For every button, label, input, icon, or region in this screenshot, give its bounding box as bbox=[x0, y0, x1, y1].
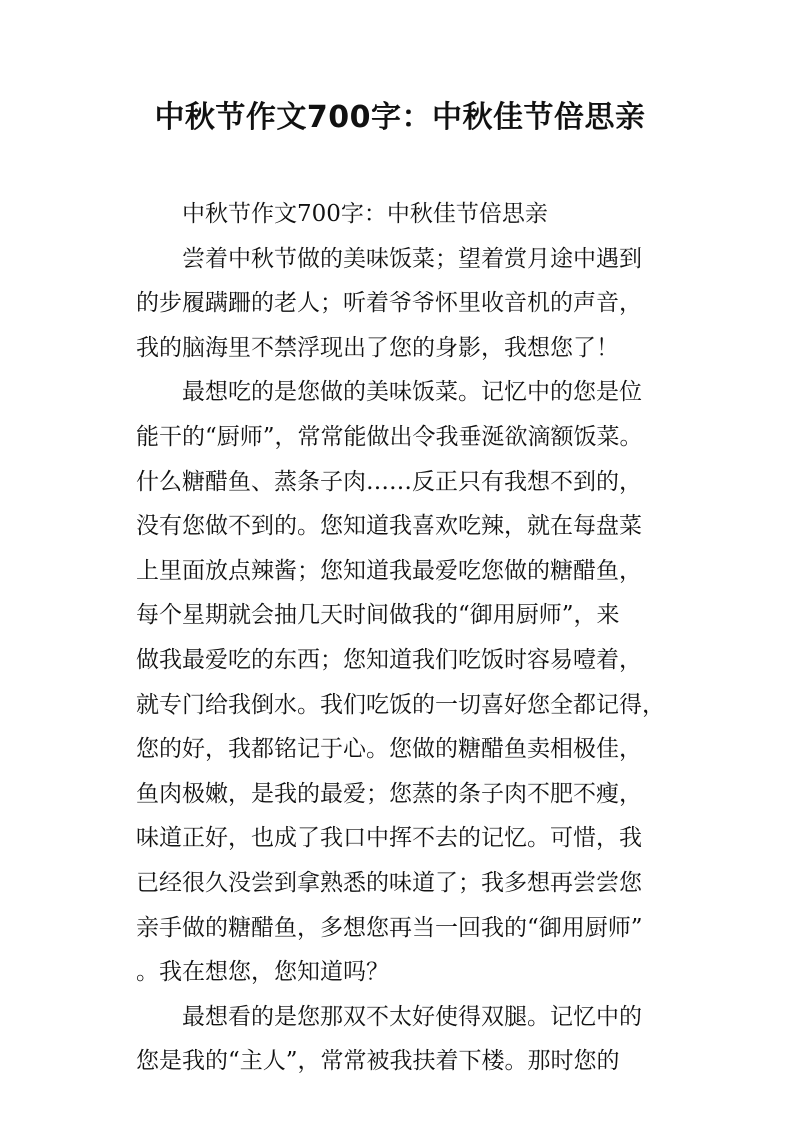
paragraph-line: 您的好，我都铭记于心。您做的糖醋鱼卖相极佳， bbox=[136, 736, 642, 763]
paragraph-line: 最想看的是您那双不太好使得双腿。记忆中的 bbox=[182, 1003, 642, 1030]
paragraph-line: 您是我的“主人”，常常被我扶着下楼。那时您的 bbox=[136, 1048, 620, 1075]
paragraph-line: 我的脑海里不禁浮现出了您的身影，我想您了！ bbox=[136, 334, 619, 361]
document-title: 中秋节作文700字：中秋佳节倍思亲 bbox=[154, 100, 646, 135]
document-body bbox=[136, 192, 676, 1084]
paragraph-line: 味道正好，也成了我口中挥不去的记忆。可惜，我 bbox=[136, 825, 642, 852]
paragraph-line: 能干的“厨师”，常常能做出令我垂涎欲滴额饭菜。 bbox=[136, 423, 643, 450]
paragraph-line: 。我在想您，您知道吗？ bbox=[136, 959, 389, 986]
paragraph-line: 做我最爱吃的东西；您知道我们吃饭时容易噎着， bbox=[136, 646, 642, 673]
paragraph-line: 亲手做的糖醋鱼，多想您再当一回我的“御用厨师” bbox=[136, 914, 643, 941]
paragraph-line: 上里面放点辣酱；您知道我最爱吃您做的糖醋鱼， bbox=[136, 557, 642, 584]
paragraph-line: 什么糖醋鱼、蒸条子肉……反正只有我想不到的， bbox=[136, 468, 642, 495]
paragraph-line: 已经很久没尝到拿熟悉的味道了；我多想再尝尝您 bbox=[136, 869, 642, 896]
paragraph-line: 尝着中秋节做的美味饭菜；望着赏月途中遇到 bbox=[182, 245, 642, 272]
paragraph-line: 每个星期就会抽几天时间做我的“御用厨师”，来 bbox=[136, 602, 620, 629]
paragraph-line: 的步履蹒跚的老人；听着爷爷怀里收音机的声音， bbox=[136, 290, 642, 317]
subtitle-line: 中秋节作文700字：中秋佳节倍思亲 bbox=[182, 201, 548, 227]
paragraph-line: 就专门给我倒水。我们吃饭的一切喜好您全都记得， bbox=[136, 691, 665, 718]
paragraph-line: 没有您做不到的。您知道我喜欢吃辣，就在每盘菜 bbox=[136, 513, 642, 540]
paragraph-line: 最想吃的是您做的美味饭菜。记忆中的您是位 bbox=[182, 379, 642, 406]
paragraph-line: 鱼肉极嫩，是我的最爱；您蒸的条子肉不肥不瘦， bbox=[136, 780, 642, 807]
